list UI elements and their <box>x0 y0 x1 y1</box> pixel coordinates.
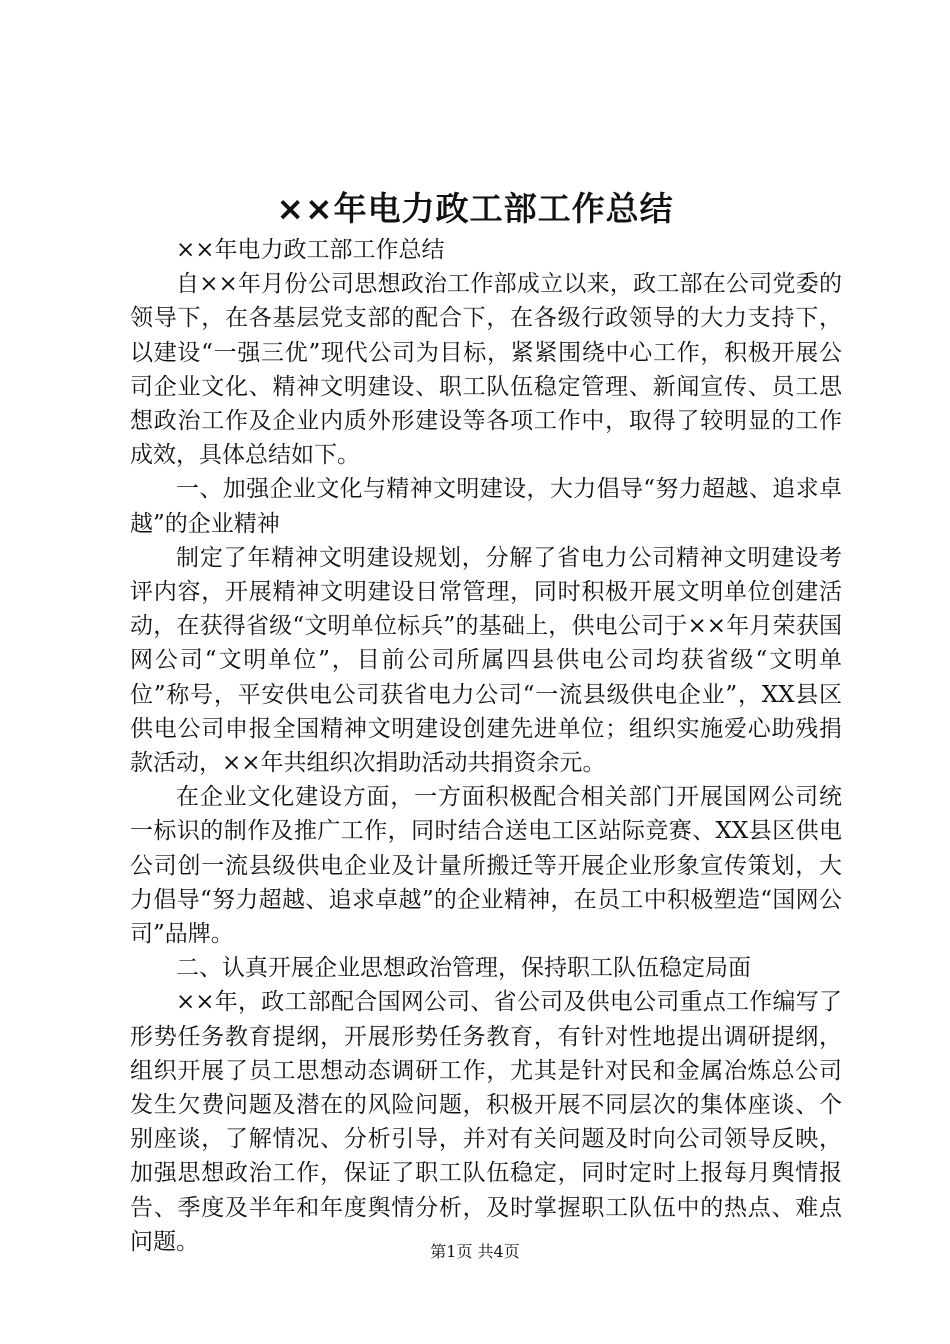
page-footer: 第1页 共4页 <box>430 1242 520 1261</box>
paragraph-civilization: 制定了年精神文明建设规划，分解了省电力公司精神文明建设考评内容，开展精神文明建设日常管理，同时积极开展文明单位创建活动，在获得省级“文明单位标兵”的基础上，供电公司于××年月荣获国网公司“文明单位”，目前公司所属四县供电公司均获省级“文明单位”称号，平安供电公司获省电力公司“一流县级供电企业”，XX县区供电公司申报全国精神文明建设创建先进单位；组织实施爱心助残捐款活动，××年共组织次捐助活动共捐资余元。 <box>130 544 842 777</box>
paragraph-subtitle: ××年电力政工部工作总结 <box>176 237 445 263</box>
document-title: ××年电力政工部工作总结 <box>276 189 674 228</box>
document-body <box>130 233 842 1259</box>
section-heading-1: 一、加强企业文化与精神文明建设，大力倡导“努力超越、追求卓越”的企业精神 <box>130 476 842 537</box>
paragraph-intro: 自××年月份公司思想政治工作部成立以来，政工部在公司党委的领导下，在各基层党支部的配合下，在各级行政领导的大力支持下，以建设“一强三优”现代公司为目标，紧紧围绕中心工作，积极开展公司企业文化、精神文明建设、职工队伍稳定管理、新闻宣传、员工思想政治工作及企业内质外形建设等各项工作中，取得了较明显的工作成效，具体总结如下。 <box>130 271 842 469</box>
paragraph-culture: 在企业文化建设方面，一方面积极配合相关部门开展国网公司统一标识的制作及推广工作，同时结合送电工区站际竞赛、XX县区供电公司创一流县级供电企业及计量所搬迁等开展企业形象宣传策划，大力倡导“努力超越、追求卓越”的企业精神，在员工中积极塑造“国网公司”品牌。 <box>130 784 842 948</box>
section-heading-2: 二、认真开展企业思想政治管理，保持职工队伍稳定局面 <box>176 955 751 982</box>
paragraph-ideology: ××年，政工部配合国网公司、省公司及供电公司重点工作编写了形势任务教育提纲，开展形势任务教育，有针对性地提出调研提纲，组织开展了员工思想动态调研工作，尤其是针对民和金属冶炼总公司发生欠费问题及潜在的风险问题，积极开展不同层次的集体座谈、个别座谈，了解情况、分析引导，并对有关问题及时向公司领导反映，加强思想政治工作，保证了职工队伍稳定，同时定时上报每月舆情报告、季度及半年和年度舆情分析，及时掌握职工队伍中的热点、难点问题。 <box>130 989 842 1255</box>
